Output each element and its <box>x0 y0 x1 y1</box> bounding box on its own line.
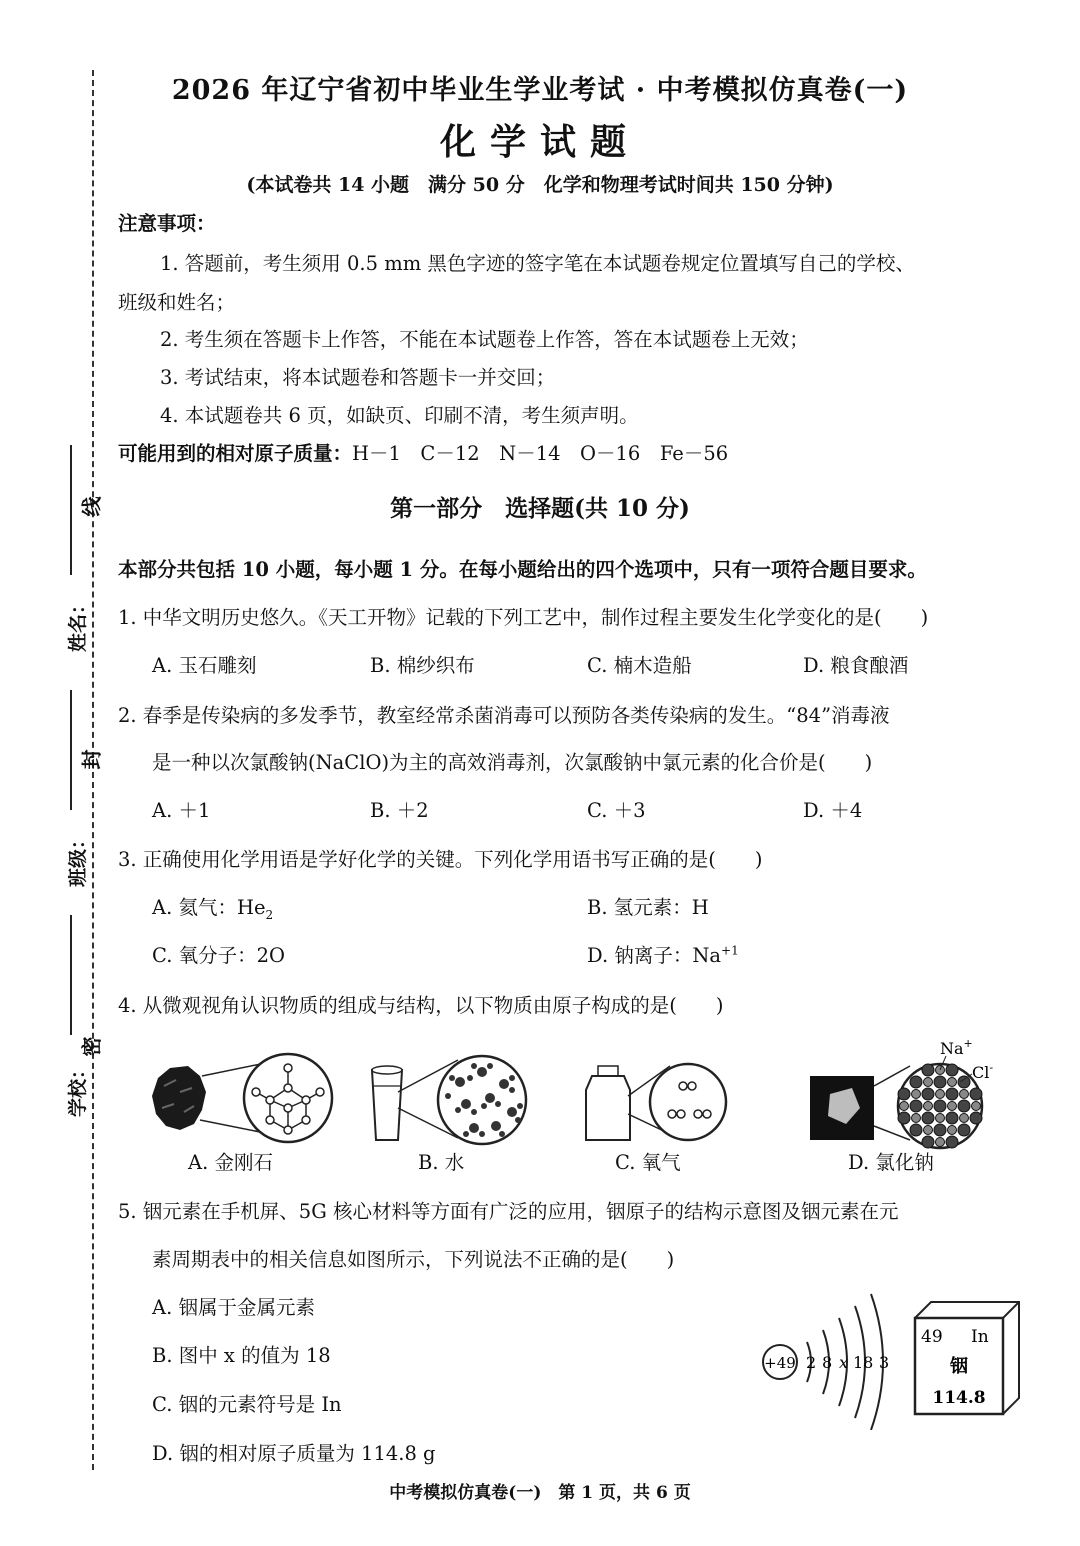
oxygen-zoom-circle <box>650 1064 726 1140</box>
atomic-masses <box>118 438 728 466</box>
cl-ion-ball <box>898 1112 910 1124</box>
seal-dense-char: 密 <box>79 1036 104 1057</box>
cl-ion-ball <box>898 1088 910 1100</box>
cl-ion-ball <box>910 1100 922 1112</box>
cl-ion-ball <box>934 1124 946 1136</box>
school-field-line[interactable] <box>70 915 72 1035</box>
q3-option-d-superscript: +1 <box>721 943 739 958</box>
q2-option-d[interactable]: D. ＋4 <box>803 799 863 822</box>
cl-ion-ball <box>934 1076 946 1088</box>
shell-electrons-4: 18 <box>853 1353 874 1372</box>
na-ion-ball <box>924 1078 933 1087</box>
seal-line-char: 线 <box>79 496 104 517</box>
cell-element-name: 铟 <box>950 1356 968 1377</box>
shell-electrons-5: 3 <box>879 1353 890 1372</box>
q5-stem-line1: 5. 铟元素在手机屏、5G 核心材料等方面有广泛的应用，铟原子的结构示意图及铟元素在元 <box>118 1200 899 1223</box>
na-ion-ball <box>936 1114 945 1123</box>
cl-ion-ball <box>958 1124 970 1136</box>
q4-stem: 4. 从微观视角认识物质的组成与结构，以下物质由原子构成的是( ) <box>118 994 724 1017</box>
q2-option-a[interactable]: A. ＋1 <box>152 799 211 822</box>
note-2: 2. 考生须在答题卡上作答，不能在本试题卷上作答，答在本试题卷上无效； <box>160 328 809 351</box>
na-ion-ball <box>960 1090 969 1099</box>
na-ion-ball <box>912 1090 921 1099</box>
diamond-figure <box>152 1054 332 1142</box>
q3-option-c[interactable]: C. 氧分子：2O <box>152 944 286 967</box>
na-ion-ball <box>948 1126 957 1135</box>
cl-ion-ball <box>958 1100 970 1112</box>
class-field-line[interactable] <box>70 690 72 810</box>
q3-option-a[interactable] <box>152 892 273 922</box>
cl-ion-ball <box>910 1076 922 1088</box>
q3-option-a-text: A. 氦气：He <box>152 896 266 919</box>
oxygen-figure <box>586 1064 726 1140</box>
q2-option-c[interactable]: C. ＋3 <box>587 799 646 822</box>
q3-stem: 3. 正确使用化学用语是学好化学的关键。下列化学用语书写正确的是( ) <box>118 848 763 871</box>
water-glass-rim <box>372 1066 402 1074</box>
q1-option-b[interactable]: B. 棉纱织布 <box>370 654 475 677</box>
q5-option-d[interactable]: D. 铟的相对原子质量为 114.8 g <box>152 1442 436 1465</box>
na-ion-ball <box>972 1102 981 1111</box>
exam-title: 2026 年辽宁省初中毕业生学业考试 · 中考模拟仿真卷(一) <box>171 75 909 106</box>
shell-electrons-1: 2 <box>806 1353 817 1372</box>
nacl-figure <box>810 1037 993 1148</box>
cl-ion-ball <box>922 1064 934 1076</box>
cl-ion-ball <box>946 1112 958 1124</box>
cell-3d-corner <box>1003 1302 1019 1318</box>
q2-stem-line1: 2. 春季是传染病的多发季节，教室经常杀菌消毒可以预防各类传染病的发生。“84”消毒液 <box>118 704 890 727</box>
atomic-masses-values: H－1 C－12 N－14 O－16 Fe－56 <box>352 442 729 465</box>
q3-option-b[interactable]: B. 氢元素：H <box>587 896 709 919</box>
cl-ion-ball <box>934 1100 946 1112</box>
q1-option-a[interactable]: A. 玉石雕刻 <box>152 654 257 677</box>
q5-option-a[interactable]: A. 铟属于金属元素 <box>152 1296 315 1319</box>
part1-title: 第一部分 选择题(共 10 分) <box>390 495 690 522</box>
note-1b: 班级和姓名； <box>118 291 236 314</box>
cell-atomic-mass: 114.8 <box>932 1388 986 1408</box>
cell-symbol: In <box>971 1327 989 1347</box>
subject-title: 化学试题 <box>439 121 640 163</box>
q5-stem-line2: 素周期表中的相关信息如图所示，下列说法不正确的是( ) <box>152 1248 675 1271</box>
na-ion-ball <box>948 1078 957 1087</box>
class-label: 班级： <box>67 829 90 888</box>
cl-ion-ball <box>922 1088 934 1100</box>
shell-electrons-2: 8 <box>822 1353 833 1372</box>
na-ion-ball <box>948 1102 957 1111</box>
q4-option-b[interactable]: B. 水 <box>418 1151 465 1174</box>
indium-atom-diagram <box>763 1294 889 1430</box>
na-ion-ball <box>960 1114 969 1123</box>
na-ion-ball <box>900 1102 909 1111</box>
q3-option-a-subscript: 2 <box>265 907 274 922</box>
water-figure <box>372 1056 526 1144</box>
q1-option-d[interactable]: D. 粮食酿酒 <box>803 654 909 677</box>
na-ion-ball <box>936 1090 945 1099</box>
na-ion-ball <box>912 1114 921 1123</box>
na-ion-ball <box>924 1102 933 1111</box>
na-ion-ball <box>936 1138 945 1147</box>
cl-ion-ball <box>946 1136 958 1148</box>
atomic-masses-label: 可能用到的相对原子质量： <box>118 442 353 465</box>
bottle-neck <box>598 1066 618 1076</box>
cl-ion-ball <box>958 1076 970 1088</box>
q3-option-d[interactable] <box>587 940 739 968</box>
indium-nucleus-charge: +49 <box>764 1354 796 1372</box>
note-3: 3. 考试结束，将本试题卷和答题卡一并交回； <box>160 366 556 389</box>
q1-option-c[interactable]: C. 楠木造船 <box>587 654 692 677</box>
oxygen-bottle <box>586 1076 630 1140</box>
shell-electrons-3: x <box>839 1353 849 1372</box>
notes-heading: 注意事项： <box>118 212 216 235</box>
cl-ion-ball <box>970 1112 982 1124</box>
seal-seal-char: 封 <box>79 749 104 770</box>
indium-figure <box>755 1290 1035 1430</box>
q2-stem-line2: 是一种以次氯酸钠(NaClO)为主的高效消毒剂，次氯酸钠中氯元素的化合价是( ) <box>152 751 873 774</box>
q4-option-c[interactable]: C. 氧气 <box>615 1151 681 1174</box>
q4-option-d[interactable]: D. 氯化钠 <box>848 1151 934 1174</box>
na-ion-label: Na+ <box>940 1037 973 1058</box>
exam-info: (本试卷共 14 小题 满分 50 分 化学和物理考试时间共 150 分钟) <box>246 174 834 196</box>
cl-ion-label: Cl- <box>972 1061 994 1082</box>
cl-ion-ball <box>946 1064 958 1076</box>
q3-option-d-text: D. 钠离子：Na <box>587 944 722 967</box>
diamond-lump <box>152 1066 206 1130</box>
q5-option-c[interactable]: C. 铟的元素符号是 In <box>152 1393 342 1416</box>
page-footer: 中考模拟仿真卷(一) 第 1 页，共 6 页 <box>389 1483 691 1503</box>
cl-ion-ball <box>922 1112 934 1124</box>
binding-dashed-line <box>92 70 94 1470</box>
q5-option-b[interactable]: B. 图中 x 的值为 18 <box>152 1344 331 1367</box>
name-label: 姓名： <box>67 594 90 653</box>
q2-option-b[interactable]: B. ＋2 <box>370 799 429 822</box>
cl-ion-ball <box>946 1088 958 1100</box>
water-glass <box>372 1070 402 1140</box>
q1-stem: 1. 中华文明历史悠久。《天工开物》记载的下列工艺中，制作过程主要发生化学变化的是( ) <box>118 606 929 629</box>
part1-instruction: 本部分共包括 10 小题，每小题 1 分。在每小题给出的四个选项中，只有一项符合题目要求。 <box>118 558 927 581</box>
note-4: 4. 本试题卷共 6 页，如缺页、印刷不清，考生须声明。 <box>160 404 639 427</box>
cell-atomic-number: 49 <box>921 1327 943 1347</box>
note-1a: 1. 答题前，考生须用 0.5 mm 黑色字迹的签字笔在本试题卷规定位置填写自己的学校、 <box>160 252 915 275</box>
school-label: 学校： <box>67 1059 90 1118</box>
na-ion-ball <box>924 1126 933 1135</box>
cl-ion-ball <box>970 1088 982 1100</box>
indium-periodic-cell <box>915 1302 1019 1414</box>
q4-option-a[interactable]: A. 金刚石 <box>188 1151 273 1174</box>
cl-ion-ball <box>910 1124 922 1136</box>
